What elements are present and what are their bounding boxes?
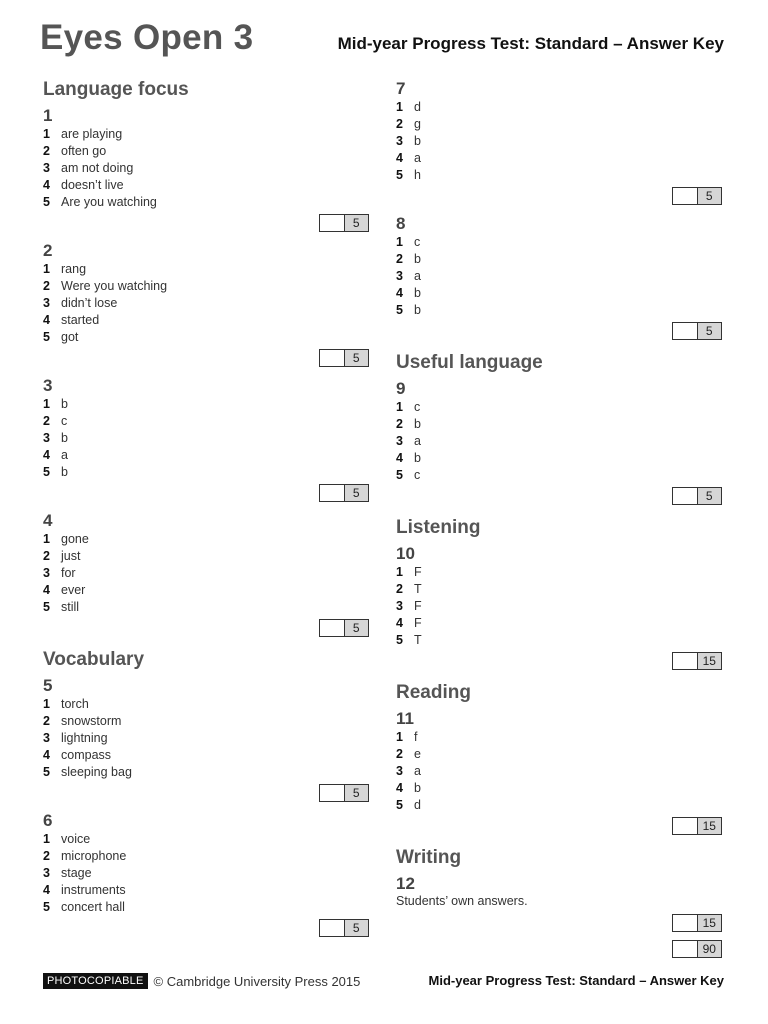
question-4-number: 4: [43, 511, 53, 530]
answer-item: [396, 399, 421, 416]
section-language-focus: Language focus: [43, 79, 189, 100]
question-8-number: 8: [396, 214, 406, 233]
answer-number: 4: [43, 447, 50, 462]
score-box-q2: [319, 349, 369, 367]
answer-item: [43, 531, 89, 548]
answer-item: [396, 99, 421, 116]
answer-text: d: [414, 100, 421, 114]
question-11-answers: [396, 729, 421, 813]
answer-number: 5: [396, 167, 403, 182]
answer-item: [396, 763, 421, 780]
answer-item: [396, 467, 421, 484]
copyright-text: © Cambridge University Press 2015: [153, 973, 361, 989]
score-box-q4: [319, 619, 369, 637]
answer-item: [396, 416, 421, 433]
answer-text: rang: [61, 262, 87, 276]
score-blank[interactable]: [673, 653, 698, 669]
answer-text: b: [414, 302, 421, 317]
answer-number: 3: [396, 133, 403, 148]
answer-text: b: [414, 285, 421, 300]
answer-text: c: [414, 235, 421, 249]
answer-number: 1: [396, 100, 403, 114]
answer-item: [43, 882, 126, 899]
answer-number: 1: [43, 832, 50, 846]
answer-text: microphone: [61, 848, 127, 863]
answer-item: [396, 797, 421, 814]
question-10-answers: [396, 564, 422, 648]
brand-title: Eyes Open 3: [40, 18, 254, 57]
section-reading: Reading: [396, 682, 471, 703]
answer-text: still: [61, 599, 80, 614]
answer-item: [43, 582, 89, 599]
answer-item: [396, 450, 421, 467]
score-blank[interactable]: [320, 215, 345, 231]
score-blank[interactable]: [673, 915, 698, 931]
answer-number: 3: [396, 433, 403, 448]
answer-text: F: [414, 615, 422, 630]
answer-item: [43, 464, 68, 481]
answer-text: a: [414, 268, 421, 283]
answer-text: a: [414, 150, 421, 165]
answer-text: ever: [61, 582, 86, 597]
answer-text: lightning: [61, 730, 108, 745]
answer-text: b: [61, 430, 68, 445]
answer-number: 1: [43, 532, 50, 546]
answer-number: 3: [43, 160, 50, 175]
answer-number: 3: [396, 763, 403, 778]
answer-number: 4: [396, 150, 403, 165]
answer-item: [43, 899, 126, 916]
answer-text: f: [414, 730, 418, 744]
answer-number: 2: [396, 581, 403, 596]
answer-text: stage: [61, 865, 92, 880]
answer-text: b: [414, 251, 421, 266]
answer-number: 4: [43, 882, 50, 897]
score-max: 5: [345, 350, 369, 366]
answer-number: 4: [43, 747, 50, 762]
score-box-q9: [672, 487, 722, 505]
score-max: 5: [345, 215, 369, 231]
question-1-number: 1: [43, 106, 53, 125]
answer-text: got: [61, 329, 79, 344]
answer-item: [43, 126, 157, 143]
answer-number: 1: [43, 397, 50, 411]
question-2-number: 2: [43, 241, 53, 260]
answer-number: 5: [396, 467, 403, 482]
question-6-number: 6: [43, 811, 53, 830]
answer-item: [396, 251, 421, 268]
answer-text: d: [414, 797, 421, 812]
answer-text: e: [414, 746, 421, 761]
score-max: 5: [345, 620, 369, 636]
section-useful-language: Useful language: [396, 352, 543, 373]
question-10-number: 10: [396, 544, 415, 563]
answer-item: [43, 430, 68, 447]
answer-item: [43, 548, 89, 565]
answer-item: [396, 234, 421, 251]
answer-item: [43, 194, 157, 211]
footer-left: [43, 973, 360, 989]
answer-text: h: [414, 167, 421, 182]
answer-item: [43, 696, 132, 713]
answer-text: started: [61, 312, 100, 327]
answer-item: [396, 433, 421, 450]
answer-item: [43, 747, 132, 764]
answer-text: c: [414, 467, 421, 482]
answer-number: 4: [396, 450, 403, 465]
answer-item: [43, 713, 132, 730]
total-score-max: 90: [698, 941, 722, 957]
score-blank[interactable]: [673, 323, 698, 339]
answer-number: 5: [43, 899, 50, 914]
question-2-answers: [43, 261, 167, 345]
answer-item: [43, 295, 167, 312]
answer-number: 2: [43, 713, 50, 728]
question-1-answers: [43, 126, 157, 210]
answer-number: 3: [43, 865, 50, 880]
answer-text: F: [414, 598, 422, 613]
question-11-number: 11: [396, 709, 414, 728]
answer-text: often go: [61, 143, 107, 158]
answer-number: 2: [396, 251, 403, 266]
document-title: Mid-year Progress Test: Standard – Answer Key: [337, 34, 724, 53]
question-5-number: 5: [43, 676, 53, 695]
answer-number: 2: [43, 848, 50, 863]
score-box-q5: [319, 784, 369, 802]
answer-item: [43, 831, 126, 848]
answer-item: [43, 312, 167, 329]
answer-item: [396, 116, 421, 133]
answer-item: [396, 780, 421, 797]
question-6-answers: [43, 831, 126, 915]
score-max: 5: [698, 188, 722, 204]
section-vocabulary: Vocabulary: [43, 649, 145, 670]
answer-item: [43, 730, 132, 747]
answer-number: 2: [396, 116, 403, 131]
answer-number: 5: [43, 599, 50, 614]
answer-text: T: [414, 632, 422, 647]
answer-text: doesn’t live: [61, 177, 124, 192]
score-blank[interactable]: [673, 188, 698, 204]
answer-text: b: [414, 450, 421, 465]
answer-number: 1: [396, 565, 403, 579]
answer-item: [43, 447, 68, 464]
answer-number: 3: [43, 565, 50, 580]
answer-text: am not doing: [61, 160, 134, 175]
answer-number: 2: [396, 416, 403, 431]
question-12-number: 12: [396, 874, 415, 893]
answer-text: F: [414, 565, 422, 579]
answer-item: [396, 285, 421, 302]
answer-item: [43, 177, 157, 194]
answer-text: b: [61, 397, 68, 411]
answer-text: a: [61, 447, 68, 462]
score-blank[interactable]: [320, 920, 345, 936]
score-max: 15: [698, 653, 722, 669]
answer-number: 1: [396, 730, 403, 744]
answer-text: Are you watching: [61, 194, 157, 209]
answer-item: [396, 632, 422, 649]
answer-text: just: [61, 548, 81, 563]
question-5-answers: [43, 696, 132, 780]
answer-number: 1: [396, 400, 403, 414]
answer-text: a: [414, 433, 421, 448]
section-writing: Writing: [396, 847, 462, 868]
answer-text: a: [414, 763, 421, 778]
answer-item: [43, 599, 89, 616]
answer-text: concert hall: [61, 899, 125, 914]
answer-text: for: [61, 565, 76, 580]
answer-text: b: [61, 464, 68, 479]
score-blank[interactable]: [673, 818, 698, 834]
question-4-answers: [43, 531, 89, 615]
footer-title: Mid-year Progress Test: Standard – Answer Key: [428, 973, 724, 988]
answer-text: g: [414, 116, 421, 131]
question-8-answers: [396, 234, 421, 318]
answer-number: 1: [43, 262, 50, 276]
answer-number: 5: [43, 194, 50, 209]
answer-item: [396, 729, 421, 746]
score-box-q7: [672, 187, 722, 205]
answer-number: 4: [396, 780, 403, 795]
answer-number: 3: [396, 268, 403, 283]
score-box-q10: [672, 652, 722, 670]
answer-text: gone: [61, 532, 89, 546]
answer-number: 5: [43, 464, 50, 479]
score-blank[interactable]: [320, 620, 345, 636]
answer-text: didn’t lose: [61, 295, 118, 310]
score-max: 5: [345, 785, 369, 801]
answer-text: T: [414, 581, 422, 596]
score-blank[interactable]: [673, 488, 698, 504]
answer-number: 2: [43, 413, 50, 428]
question-12-note: Students’ own answers.: [396, 894, 528, 908]
answer-item: [43, 278, 167, 295]
score-box-q3: [319, 484, 369, 502]
answer-number: 4: [43, 177, 50, 192]
answer-text: are playing: [61, 127, 123, 141]
answer-number: 4: [43, 582, 50, 597]
answer-number: 5: [396, 302, 403, 317]
score-max: 5: [698, 323, 722, 339]
answer-item: [396, 133, 421, 150]
answer-number: 2: [396, 746, 403, 761]
answer-item: [43, 143, 157, 160]
answer-item: [43, 848, 126, 865]
answer-text: instruments: [61, 882, 126, 897]
answer-text: b: [414, 416, 421, 431]
answer-text: sleeping bag: [61, 764, 132, 779]
answer-number: 2: [43, 548, 50, 563]
answer-text: torch: [61, 697, 89, 711]
answer-text: b: [414, 780, 421, 795]
answer-item: [43, 329, 167, 346]
answer-item: [396, 302, 421, 319]
answer-item: [396, 746, 421, 763]
answer-item: [396, 167, 421, 184]
answer-number: 1: [396, 235, 403, 249]
answer-item: [396, 564, 422, 581]
answer-number: 2: [43, 278, 50, 293]
answer-number: 1: [43, 697, 50, 711]
score-max: 15: [698, 915, 722, 931]
answer-number: 3: [43, 730, 50, 745]
answer-item: [43, 160, 157, 177]
score-blank[interactable]: [320, 485, 345, 501]
answer-number: 5: [43, 329, 50, 344]
answer-text: voice: [61, 832, 91, 846]
score-box-q1: [319, 214, 369, 232]
answer-item: [43, 764, 132, 781]
question-3-answers: [43, 396, 68, 480]
score-box-q11: [672, 817, 722, 835]
question-7-number: 7: [396, 79, 406, 98]
answer-number: 5: [396, 797, 403, 812]
score-box-q12: [672, 914, 722, 932]
answer-number: 3: [396, 598, 403, 613]
answer-number: 2: [43, 143, 50, 158]
answer-text: c: [61, 413, 68, 428]
score-box-q6: [319, 919, 369, 937]
answer-number: 4: [396, 615, 403, 630]
answer-item: [396, 615, 422, 632]
score-box-q8: [672, 322, 722, 340]
answer-item: [396, 268, 421, 285]
answer-number: 3: [43, 430, 50, 445]
answer-text: c: [414, 400, 421, 414]
answer-item: [396, 581, 422, 598]
score-max: 15: [698, 818, 722, 834]
photocopiable-badge: PHOTOCOPIABLE: [43, 973, 148, 989]
question-9-number: 9: [396, 379, 406, 398]
answer-text: compass: [61, 747, 112, 762]
answer-number: 5: [43, 764, 50, 779]
score-blank[interactable]: [673, 941, 698, 957]
answer-number: 3: [43, 295, 50, 310]
answer-text: snowstorm: [61, 713, 122, 728]
answer-item: [43, 261, 167, 278]
answer-number: 5: [396, 632, 403, 647]
answer-item: [396, 150, 421, 167]
score-max: 5: [345, 920, 369, 936]
question-7-answers: [396, 99, 421, 183]
answer-number: 1: [43, 127, 50, 141]
question-9-answers: [396, 399, 421, 483]
score-max: 5: [345, 485, 369, 501]
question-3-number: 3: [43, 376, 53, 395]
answer-number: 4: [396, 285, 403, 300]
score-max: 5: [698, 488, 722, 504]
answer-item: [43, 565, 89, 582]
score-blank[interactable]: [320, 785, 345, 801]
answer-item: [43, 865, 126, 882]
answer-item: [396, 598, 422, 615]
answer-text: Were you watching: [61, 278, 168, 293]
answer-number: 4: [43, 312, 50, 327]
answer-text: b: [414, 133, 421, 148]
score-blank[interactable]: [320, 350, 345, 366]
section-listening: Listening: [396, 517, 481, 538]
answer-item: [43, 396, 68, 413]
total-score-box: [672, 940, 722, 958]
answer-item: [43, 413, 68, 430]
